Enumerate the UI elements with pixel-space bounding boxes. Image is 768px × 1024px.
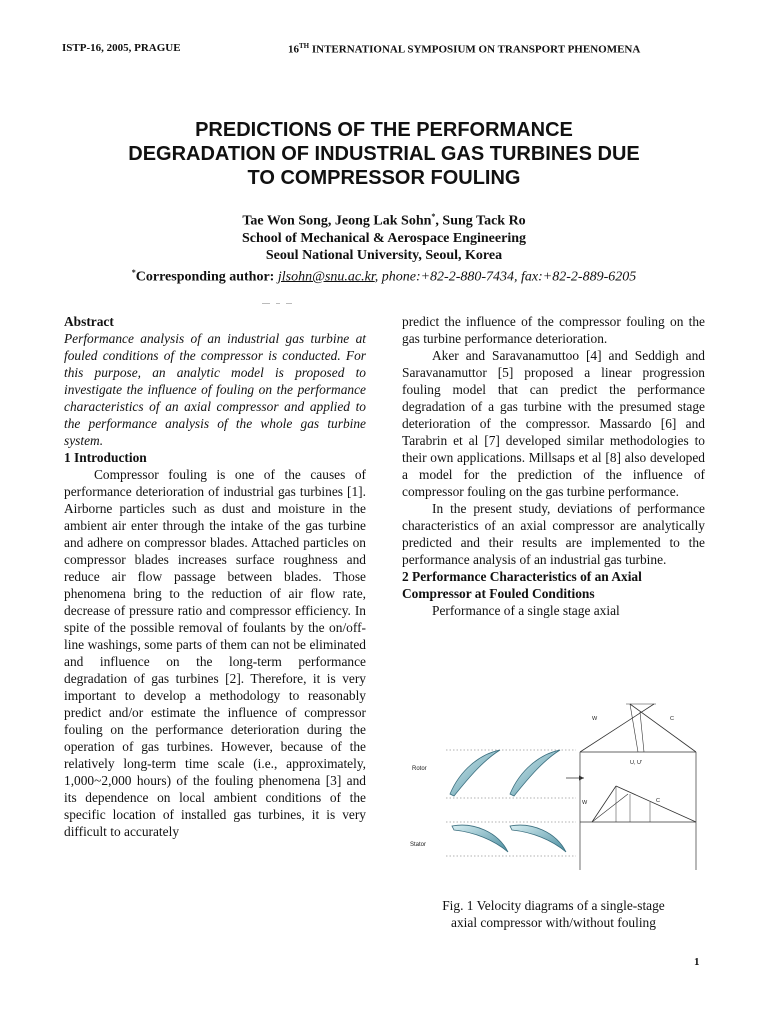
author-names (60, 208, 708, 230)
paper-title (60, 118, 708, 190)
corresponding-author (60, 264, 708, 286)
rotor-blade (450, 750, 500, 796)
figure-caption (402, 897, 705, 931)
right-column (402, 313, 705, 619)
intro-paragraph-2: Aker and Saravanamuttoo [4] and Seddigh and Saravanamuttor [5] proposed a linear progression fouling model that can predict the performance degradation of a gas turbine with the presumed stage deterioration of the compressor. Massardo [6] and Tarabrin et al [7] developed similar methodologies to their own applications. Millsaps et al [8] also developed a model for the prediction of the influence of compressor fouling on the gas turbine performance. (402, 348, 705, 499)
title-line-1: PREDICTIONS OF THE PERFORMANCE (195, 119, 573, 141)
affiliation-department: School of Mechanical & Aerospace Engineering (242, 230, 526, 246)
scan-artifact (262, 291, 322, 293)
page-number: 1 (694, 956, 700, 968)
stator-label: Stator (410, 842, 427, 848)
left-column (64, 313, 366, 840)
affiliation-university: Seoul National University, Seoul, Korea (265, 247, 503, 263)
author-asterisk: * (431, 212, 436, 221)
running-header-left: ISTP-16, 2005, PRAGUE (62, 42, 181, 54)
stator-blade (452, 825, 508, 852)
title-line-2: DEGRADATION OF INDUSTRIAL GAS TURBINES DUE (128, 143, 640, 165)
rotor-blade (510, 750, 560, 796)
caption-line-1: Fig. 1 Velocity diagrams of a single-stage (442, 898, 665, 913)
section-2-heading: 2 Performance Characteristics of an Axial Compressor at Fouled Conditions (402, 569, 642, 601)
header-number: 16 (288, 43, 299, 56)
upper-velocity-triangle (580, 704, 696, 766)
label-u: U, U' (630, 760, 643, 766)
introduction-paragraph: Compressor fouling is one of the causes of performance deterioration of industrial gas turbines [1]. Airborne particles such as dust and moisture in the ambient air enter through the intake of the gas turbine and adhere on compressor blades. Attached particles on compressor blades increases surface roughness and reduce air flow passage between blades. Those phenomena bring to the reduction of air flow rate, decrease of pressure ratio and compressor efficiency. In spite of the possible removal of foulants by the on/off-line washings, some parts of them can not be eliminated and influence on the long-term performance degradation of gas turbines [2]. Therefore, it is very important to develop a methodology to reasonably predict and/or estimate the influence of compressor fouling on the performance deterioration during the operation of gas turbines. However, because of the relatively long-term time scale (i.e., approximately, 1,000~2,000 hours) of the fouling phenomena [3] and its dependence on local ambient conditions of the specific location of installed gas turbines, it is very difficult to accurately (64, 467, 366, 839)
stator-blade (510, 825, 566, 852)
abstract-text: Performance analysis of an industrial gas turbine at fouled conditions of the compressor is conducted. For this purpose, an analytic model is proposed to investigate the influence of fouling on the performance characteristics of an axial compressor and applied to the performance analysis of the whole gas turbine system. (64, 331, 366, 448)
abstract-heading: Abstract (64, 314, 114, 329)
corr-label: Corresponding author: (135, 269, 278, 285)
label-c-lower: C (656, 798, 660, 804)
author-block (60, 208, 708, 285)
header-superscript: TH (299, 42, 310, 50)
introduction-heading: 1 Introduction (64, 450, 147, 465)
label-w: W (592, 716, 598, 722)
corr-contact: , phone:+82-2-880-7434, fax:+82-2-889-6205 (374, 269, 637, 285)
header-conference: INTERNATIONAL SYMPOSIUM ON TRANSPORT PHENOMENA (309, 43, 641, 56)
corr-email-link[interactable]: jlsohn@snu.ac.kr (277, 269, 375, 285)
running-header-right (288, 42, 640, 56)
section-2-paragraph: Performance of a single stage axial (432, 603, 620, 618)
title-line-3: TO COMPRESSOR FOULING (247, 167, 521, 189)
rotor-label: Rotor (412, 766, 427, 772)
intro-continuation: predict the influence of the compressor fouling on the gas turbine performance deterioration. (402, 314, 705, 346)
label-w-lower: W (582, 800, 588, 806)
caption-line-2: axial compressor with/without fouling (451, 915, 656, 930)
author-names-b: , Sung Tack Ro (435, 213, 526, 229)
label-c: C (670, 716, 674, 722)
lower-velocity-triangle (580, 786, 696, 822)
corr-asterisk: * (131, 267, 136, 277)
author-names-a: Tae Won Song, Jeong Lak Sohn (242, 213, 432, 229)
intro-paragraph-3: In the present study, deviations of performance characteristics of an axial compressor are analytically predicted and their results are implemented to the performance analysis of an industrial gas turbine. (402, 501, 705, 567)
velocity-diagram-figure (404, 698, 704, 878)
